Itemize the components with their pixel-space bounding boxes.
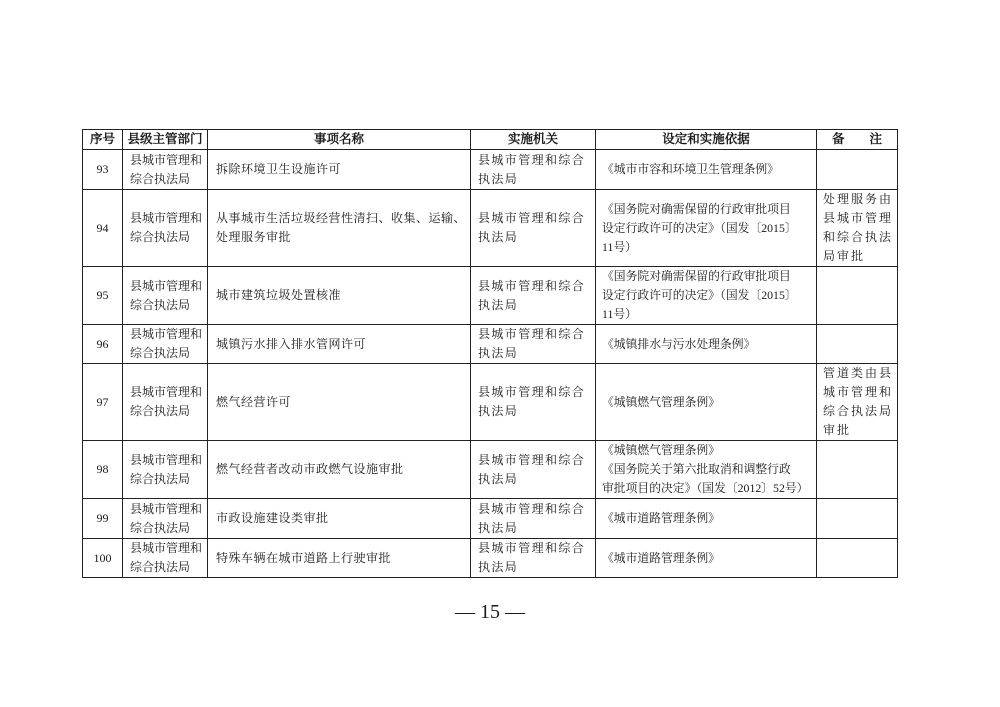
cell-line: 《城市市容和环境卫生管理条例》 xyxy=(602,162,779,176)
cell-line: 设定行政许可的决定》（国发〔2015〕 xyxy=(602,220,797,235)
cell-line: 《城镇燃气管理条例》 xyxy=(602,443,720,457)
cell-line: 处理服务审批 xyxy=(216,230,292,244)
cell-line: 《城市道路管理条例》 xyxy=(602,550,720,565)
cell-line: 拆除环境卫生设施许可 xyxy=(216,162,342,176)
table-body xyxy=(83,150,898,578)
approval-items-table xyxy=(82,129,898,578)
cell-line: 《国务院对确需保留的行政审批项目 xyxy=(602,201,791,216)
cell-seq: 96 xyxy=(83,325,123,364)
cell-basis xyxy=(596,150,817,190)
cell-line: 11号） xyxy=(602,307,637,321)
cell-line: 县城市管理和 xyxy=(130,452,203,467)
cell-seq: 93 xyxy=(83,150,123,190)
cell-agency xyxy=(471,325,596,364)
cell-item-name xyxy=(208,325,471,364)
cell-line: 综合执法局 xyxy=(130,346,191,360)
cell-line: 《国务院对确需保留的行政审批项目 xyxy=(602,269,791,283)
cell-line: 县城市管理和综合 xyxy=(478,278,586,293)
header-seq: 序号 xyxy=(83,130,123,150)
cell-remark xyxy=(817,267,898,325)
cell-line: 综合执法局 xyxy=(130,230,191,244)
cell-line: 市政设施建设类审批 xyxy=(216,511,329,525)
cell-line: 处理服务由 xyxy=(823,192,894,206)
cell-item-name xyxy=(208,364,471,441)
cell-remark xyxy=(817,190,898,267)
cell-line: 县城市管理和 xyxy=(130,152,203,167)
table-row xyxy=(83,441,898,499)
cell-line: 城市管理和 xyxy=(823,385,894,399)
table-row xyxy=(83,150,898,190)
cell-line: 综合执法局 xyxy=(130,404,191,418)
cell-basis xyxy=(596,364,817,441)
table-row xyxy=(83,190,898,267)
cell-basis xyxy=(596,325,817,364)
header-department: 县级主管部门 xyxy=(123,130,208,150)
cell-agency xyxy=(471,499,596,539)
table-header xyxy=(83,130,898,150)
cell-line: 管道类由县 xyxy=(823,366,894,380)
cell-line: 局审批 xyxy=(823,249,866,263)
cell-basis xyxy=(596,190,817,267)
cell-remark xyxy=(817,364,898,441)
table-row xyxy=(83,539,898,578)
cell-line: 综合执法局 xyxy=(130,297,191,312)
cell-line: 燃气经营许可 xyxy=(216,394,292,409)
cell-department xyxy=(123,325,208,364)
cell-seq: 100 xyxy=(83,539,123,578)
cell-line: 县城市管理和综合 xyxy=(478,385,586,399)
cell-line: 县城市管理和 xyxy=(130,278,203,293)
cell-department xyxy=(123,539,208,578)
cell-line: 县城市管理和综合 xyxy=(478,211,586,225)
cell-basis xyxy=(596,539,817,578)
cell-basis xyxy=(596,267,817,325)
cell-line: 《城镇排水与污水处理条例》 xyxy=(602,336,756,351)
cell-line: 县城市管理和综合 xyxy=(478,501,586,516)
table-row xyxy=(83,364,898,441)
cell-line: 城市建筑垃圾处置核准 xyxy=(216,288,342,302)
cell-line: 县城市管理和综合 xyxy=(478,152,586,167)
cell-line: 综合执法局 xyxy=(130,560,191,574)
cell-department xyxy=(123,150,208,190)
cell-item-name xyxy=(208,150,471,190)
cell-remark xyxy=(817,499,898,539)
cell-line: 县城市管理和综合 xyxy=(478,452,586,467)
cell-seq: 97 xyxy=(83,364,123,441)
cell-line: 执法局 xyxy=(478,404,519,418)
cell-line: 特殊车辆在城市道路上行驶审批 xyxy=(216,550,392,565)
cell-remark xyxy=(817,325,898,364)
cell-line: 燃气经营者改动市政燃气设施审批 xyxy=(216,462,404,476)
cell-line: 县城市管理和 xyxy=(130,327,203,341)
cell-agency xyxy=(471,150,596,190)
cell-agency xyxy=(471,364,596,441)
cell-line: 执法局 xyxy=(478,171,519,186)
cell-line: 城镇污水排入排水管网许可 xyxy=(216,336,367,351)
cell-department xyxy=(123,267,208,325)
table-row xyxy=(83,499,898,539)
cell-line: 执法局 xyxy=(478,560,519,574)
cell-line: 和综合执法 xyxy=(823,230,894,244)
cell-department xyxy=(123,190,208,267)
header-basis: 设定和实施依据 xyxy=(596,130,817,150)
cell-line: 县城市管理和 xyxy=(130,211,203,225)
cell-seq: 99 xyxy=(83,499,123,539)
cell-line: 县城市管理和 xyxy=(130,541,203,555)
cell-line: 审批项目的决定》（国发〔2012〕52号） xyxy=(602,481,809,495)
cell-line: 《城市道路管理条例》 xyxy=(602,511,720,525)
cell-department xyxy=(123,364,208,441)
header-remark: 备 注 xyxy=(817,130,898,150)
cell-remark xyxy=(817,441,898,499)
table-row xyxy=(83,267,898,325)
cell-line: 执法局 xyxy=(478,346,519,360)
cell-seq: 94 xyxy=(83,190,123,267)
cell-line: 设定行政许可的决定》（国发〔2015〕 xyxy=(602,288,797,302)
cell-line: 执法局 xyxy=(478,471,519,486)
cell-item-name xyxy=(208,441,471,499)
cell-line: 县城市管理和 xyxy=(130,501,203,516)
table-row xyxy=(83,325,898,364)
cell-line: 执法局 xyxy=(478,520,519,535)
cell-department xyxy=(123,499,208,539)
cell-line: 综合执法局 xyxy=(130,171,191,186)
cell-line: 综合执法局 xyxy=(130,471,191,486)
cell-seq: 95 xyxy=(83,267,123,325)
cell-line: 县城市管理 xyxy=(823,211,894,225)
cell-line: 县城市管理和综合 xyxy=(478,541,586,555)
cell-line: 《国务院关于第六批取消和调整行政 xyxy=(602,462,791,476)
cell-line: 执法局 xyxy=(478,297,519,312)
cell-remark xyxy=(817,150,898,190)
cell-line: 从事城市生活垃圾经营性清扫、收集、运输、 xyxy=(216,211,467,225)
header-item-name: 事项名称 xyxy=(208,130,471,150)
cell-item-name xyxy=(208,499,471,539)
cell-line: 11号） xyxy=(602,239,637,254)
header-row xyxy=(83,130,898,150)
cell-line: 综合执法局 xyxy=(130,520,191,535)
cell-line: 综合执法局 xyxy=(823,404,894,418)
cell-agency xyxy=(471,539,596,578)
cell-basis xyxy=(596,499,817,539)
cell-line: 审批 xyxy=(823,423,852,437)
header-agency: 实施机关 xyxy=(471,130,596,150)
cell-agency xyxy=(471,190,596,267)
cell-item-name xyxy=(208,267,471,325)
cell-remark xyxy=(817,539,898,578)
cell-line: 《城镇燃气管理条例》 xyxy=(602,394,720,409)
cell-line: 执法局 xyxy=(478,230,519,244)
cell-agency xyxy=(471,267,596,325)
cell-line: 县城市管理和综合 xyxy=(478,327,586,341)
cell-department xyxy=(123,441,208,499)
cell-agency xyxy=(471,441,596,499)
cell-seq: 98 xyxy=(83,441,123,499)
cell-line: 县城市管理和 xyxy=(130,385,203,399)
cell-item-name xyxy=(208,190,471,267)
cell-basis xyxy=(596,441,817,499)
page-number: — 15 — xyxy=(455,601,525,623)
cell-item-name xyxy=(208,539,471,578)
